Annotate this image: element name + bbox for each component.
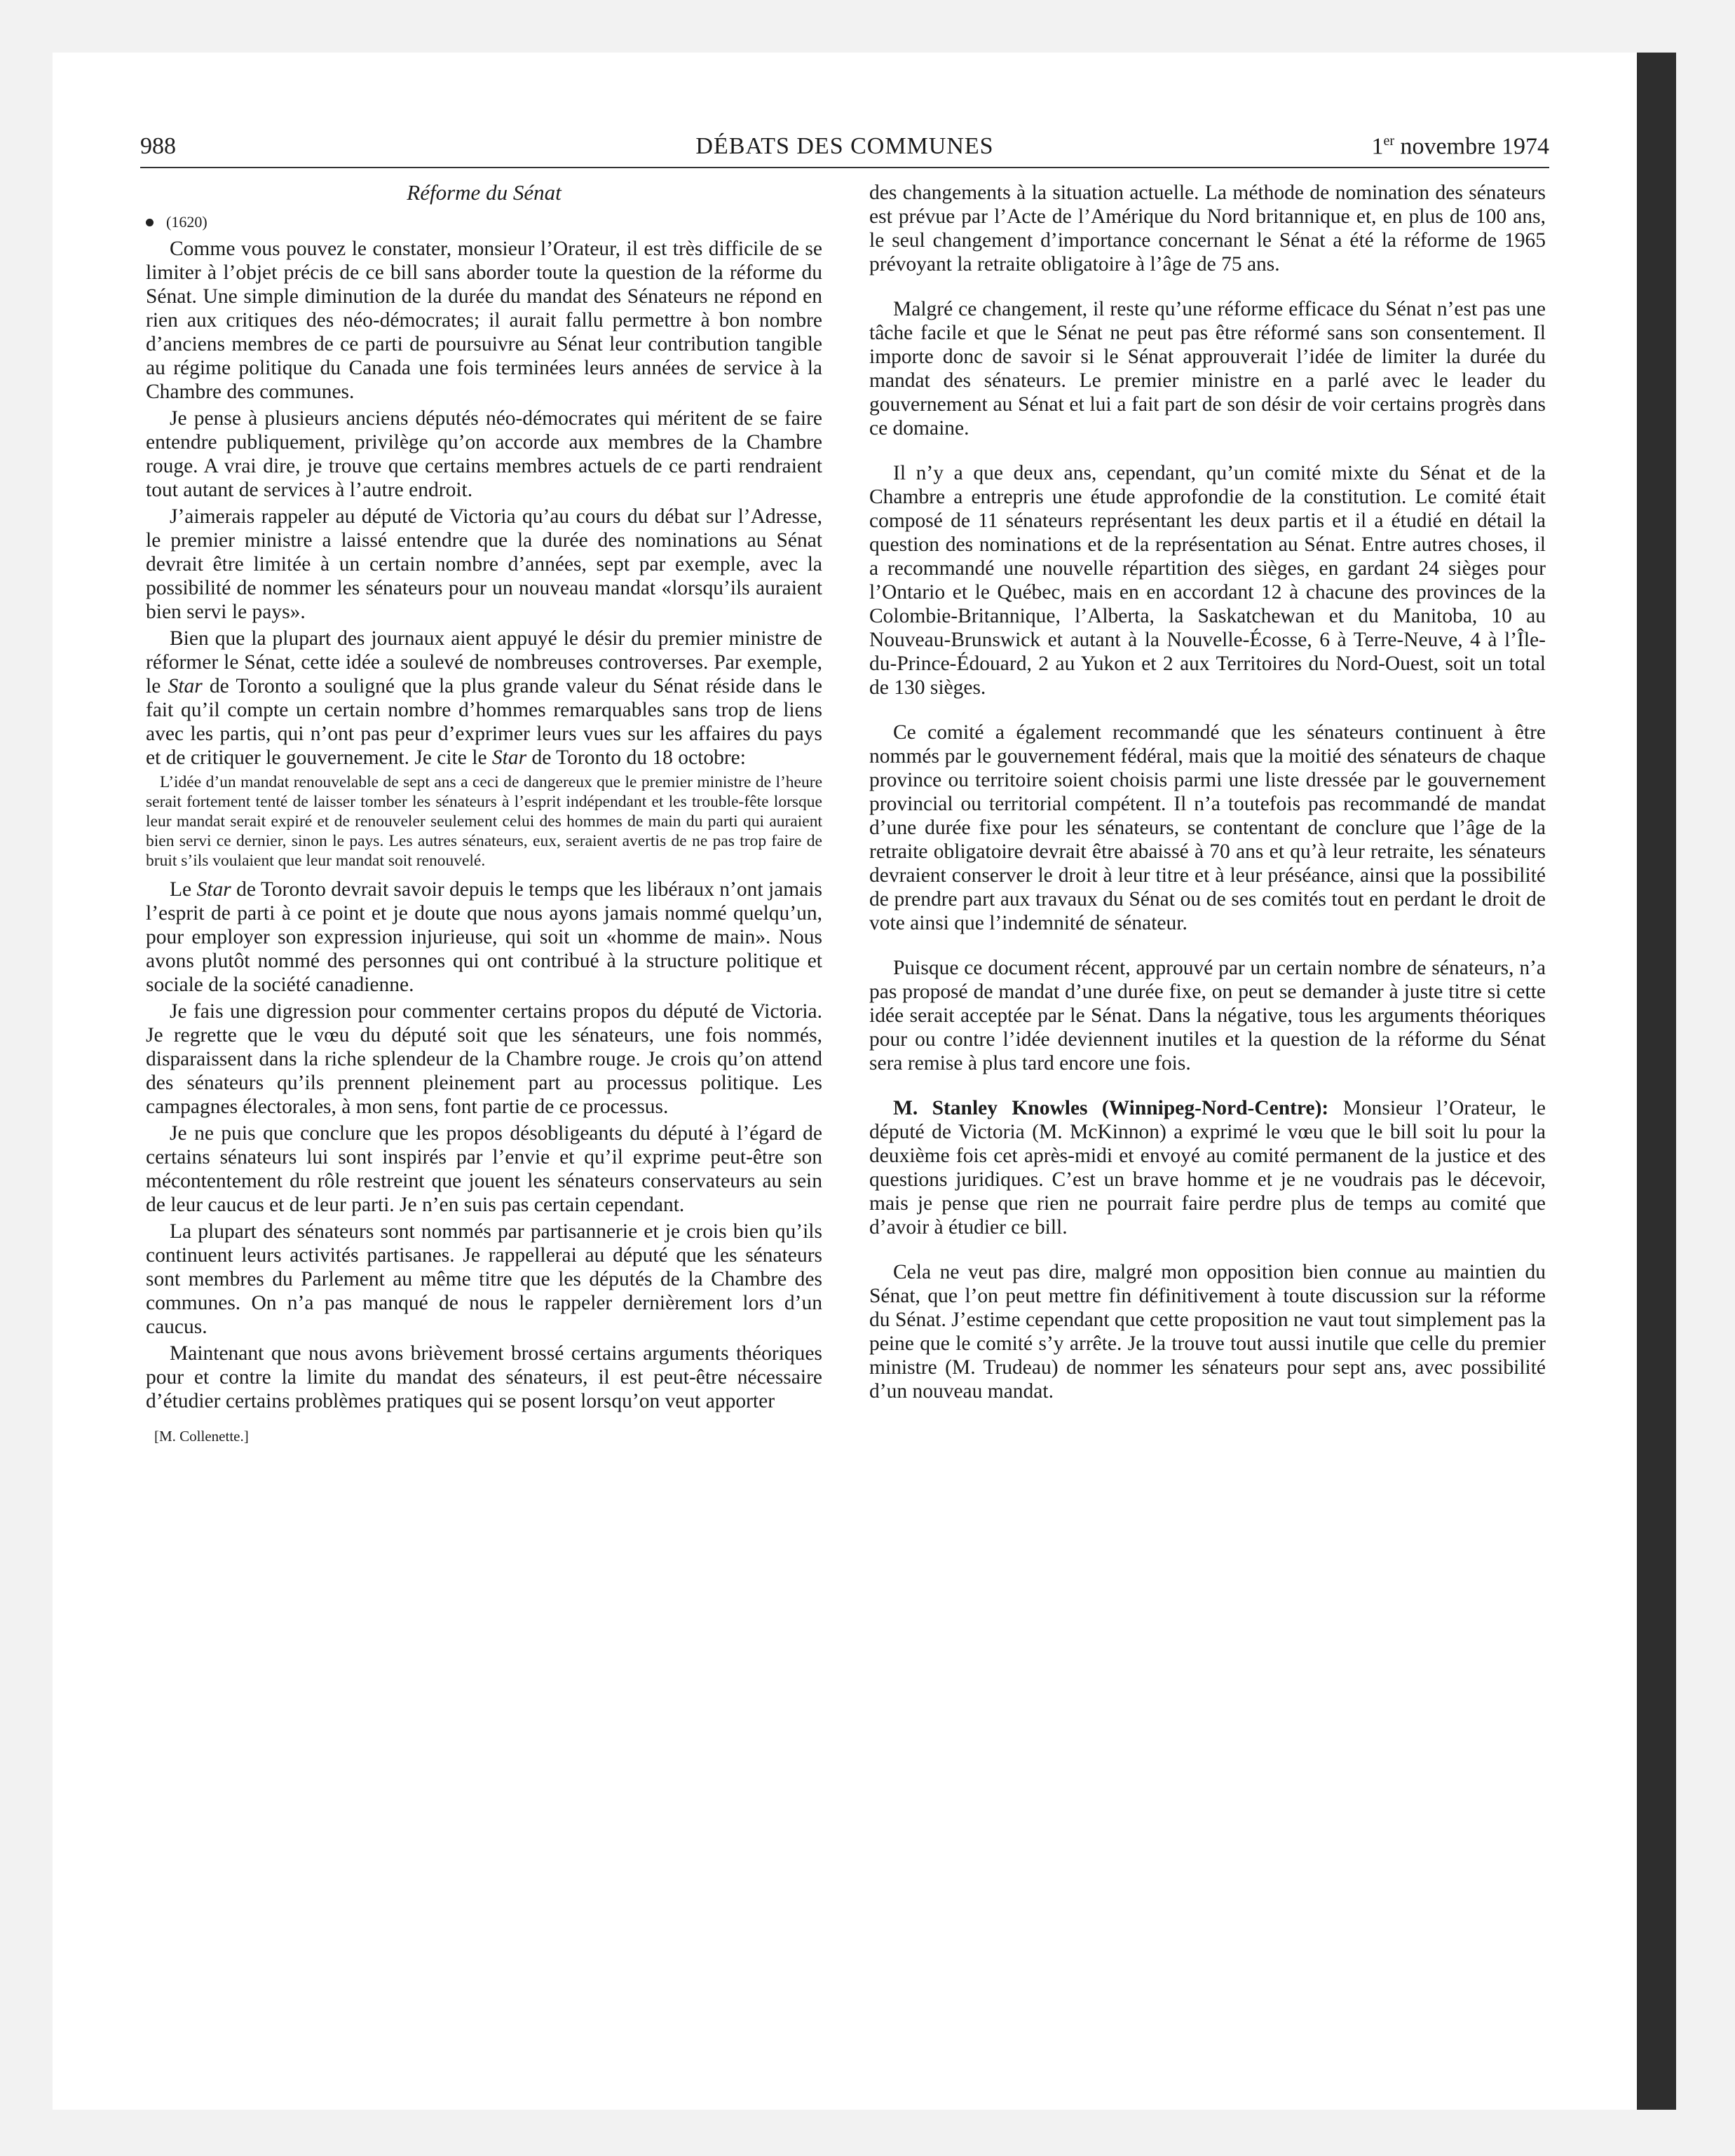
publication-title: DÉBATS DES COMMUNES — [695, 133, 994, 159]
right-column — [869, 181, 1546, 1424]
issue-date: 1er novembre 1974 — [1371, 133, 1549, 160]
page-number: 988 — [140, 133, 176, 159]
block-quote: L’idée d’un mandat renouvelable de sept ans a ceci de dangereux que le premier ministre de l’heure serait fortement tenté de laisser tomber les sénateurs à l’esprit indépendant et les trouble-fête lorsque leur mandat serait expiré et de renouveler seulement celui des hommes de main du parti qui auraient bien servi ce dernier, sinon le pays. Les autres sénateurs, eux, seraient avertis de ne pas trop faire de bruit s’ils voulaient que leur mandat soit renouvelé. — [146, 773, 822, 870]
paragraph: Maintenant que nous avons brièvement brossé certains arguments théoriques pour et contre la limite du mandat des sénateurs, il est peut-être nécessaire d’étudier certains problèmes pratiques qui se posent lorsqu’on veut apporter — [146, 1342, 822, 1412]
paragraph: Le Star de Toronto devrait savoir depuis le temps que les libéraux n’ont jamais l’esprit de parti à ce point et je doute que nous ayons jamais nommé quelqu’un, pour employer son expression injurieuse, qui soit un «homme de main». Nous avons plutôt nommé des personnes qui ont contribué à la structure politique et sociale de la société canadienne. — [146, 878, 822, 996]
paragraph: J’aimerais rappeler au député de Victoria qu’au cours du débat sur l’Adresse, le premier ministre a laissé entendre que la durée des nominations au Sénat devrait être limitée à un certain nombre d’années, sept par exemple, avec la possibilité de nommer les sénateurs pour un nouveau mandat «lorsqu’ils auraient bien servi le pays». — [146, 505, 822, 623]
left-column — [146, 181, 822, 1448]
paragraph: Ce comité a également recommandé que les sénateurs continuent à être nommés par le gouvernement fédéral, mais que la moitié des sénateurs de chaque province ou territoire soient choisis parmi une liste dressée par le gouvernement provincial ou territorial compétent. Il n’a toutefois pas recommandé de mandat d’une durée fixe pour les sénateurs, se contentant de conclure que l’âge de la retraite obligatoire devrait être abaissé à 70 ans et qu’à leur retraite, les sénateurs devraient conserver le droit à leur titre et à leur préséance, ainsi que la possibilité de prendre part aux travaux du Sénat ou de ses comités tout en perdant le droit de vote ainsi que l’indemnité de sénateur. — [869, 721, 1546, 934]
paragraph: Je fais une digression pour commenter certains propos du député de Victoria. Je regrette que le vœu du député soit que les sénateurs, une fois nommés, disparaissent dans la riche splendeur de la Chambre rouge. Je crois qu’on attend des sénateurs qu’ils prennent pleinement part au processus politique. Les campagnes électorales, à mon sens, font partie de ce processus. — [146, 1000, 822, 1118]
section-title: Réforme du Sénat — [407, 180, 562, 205]
paragraph: Je ne puis que conclure que les propos désobligeants du député à l’égard de certains sénateurs lui sont inspirés par l’envie et qu’il exprime peut-être son mécontentement du rôle restreint que jouent les sénateurs conservateurs au sein de leur caucus et de leur parti. Je n’en suis pas certain cependant. — [146, 1122, 822, 1216]
paragraph: Bien que la plupart des journaux aient appuyé le désir du premier ministre de réformer le Sénat, cette idée a soulevé de nombreuses controverses. Par exemple, le Star de Toronto a souligné que la plus grande valeur du Sénat réside dans le fait qu’il compte un certain nombre d’hommes remarquables sans trop de liens avec les partis, qui n’ont pas peur d’exprimer leurs vues sur les affaires du pays et de critiquer le gouvernement. Je cite le Star de Toronto du 18 octobre: — [146, 627, 822, 769]
scan-edge — [1637, 53, 1676, 2110]
timestamp: (1620) — [166, 213, 207, 231]
paragraph: Puisque ce document récent, approuvé par un certain nombre de sénateurs, n’a pas proposé de mandat d’une durée fixe, on peut se demander à juste titre si cette idée serait acceptée par le Sénat. Dans la négative, tous les arguments théoriques pour ou contre l’idée deviennent inutiles et la question de la réforme du Sénat sera remise à plus tard encore une fois. — [869, 957, 1546, 1074]
paragraph-continuation: des changements à la situation actuelle. La méthode de nomination des sénateurs est prévue par l’Acte de l’Amérique du Nord britannique et, en plus de 100 ans, le seul changement d’importance concernant le Sénat a été la réforme de 1965 prévoyant la retraite obligatoire à l’âge de 75 ans. — [869, 182, 1546, 275]
paragraph: Il n’y a que deux ans, cependant, qu’un comité mixte du Sénat et de la Chambre a entrepris une étude approfondie de la constitution. Le comité était composé de 11 sénateurs représentant les deux partis et il a étudié en détail la question des nominations et de la représentation au Sénat. Entre autres choses, il a recommandé une nouvelle répartition des sièges, en gardant 24 sièges pour l’Ontario et le Québec, mais en en accordant 12 à chacune des provinces de la Colombie-Britannique, l’Alberta, la Saskatchewan et du Manitoba, 10 au Nouveau-Brunswick et autant à la Nouvelle-Écosse, 6 à Terre-Neuve, 4 à l’Île-du-Prince-Édouard, 2 au Yukon et 2 aux Territoires du Nord-Ouest, soit un total de 130 sièges. — [869, 462, 1546, 699]
bullet-icon — [146, 219, 154, 226]
paragraph: La plupart des sénateurs sont nommés par partisannerie et je crois bien qu’ils continuent leurs activités partisanes. Je rappellerai au député que les sénateurs sont membres du Parlement au même titre que les députés de la Chambre des communes. On n’a pas manqué de nous le rappeler dernièrement lors d’un caucus. — [146, 1220, 822, 1338]
paragraph: Je pense à plusieurs anciens députés néo-démocrates qui méritent de se faire entendre publiquement, privilège qu’on accorde aux membres de la Chambre rouge. A vrai dire, je trouve que certains membres actuels de ce parti rendraient tout autant de services à l’autre endroit. — [146, 407, 822, 501]
timestamp-marker — [146, 210, 822, 234]
paragraph: Comme vous pouvez le constater, monsieur l’Orateur, il est très difficile de se limiter à l’objet précis de ce bill sans aborder toute la question de la réforme du Sénat. Une simple diminution de la durée du mandat des Sénateurs ne répond en rien aux critiques des néo-démocrates; il aurait fallu permettre à bon nombre d’anciens membres de ce parti de poursuivre au Sénat leur contribution tangible au régime politique du Canada une fois terminées leurs années de service à la Chambre des communes. — [146, 238, 822, 403]
paragraph: Malgré ce changement, il reste qu’une réforme efficace du Sénat n’est pas une tâche facile et que le Sénat ne peut pas être réformé sans son consentement. Il importe donc de savoir si le Sénat approuverait l’idée de limiter la durée du mandat des sénateurs. Le premier ministre en a parlé avec le leader du gouvernement au Sénat et lui a fait part de son désir de voir certains progrès dans ce domaine. — [869, 298, 1546, 439]
speaker-name: M. Stanley Knowles (Winnipeg-Nord-Centre): — [893, 1097, 1329, 1119]
paragraph: Cela ne veut pas dire, malgré mon opposition bien connue au maintien du Sénat, que l’on peut mettre fin définitivement à toute discussion sur la réforme du Sénat. J’estime cependant que cette proposition ne vaut tout simplement pas la peine que le comité s’y arrête. Je la trouve tout aussi inutile que celle du premier ministre (M. Trudeau) de nommer les sénateurs pour sept ans, avec possibilité d’un nouveau mandat. — [869, 1261, 1546, 1403]
running-header — [140, 133, 1549, 168]
speech-paragraph: M. Stanley Knowles (Winnipeg-Nord-Centre): Monsieur l’Orateur, le député de Victoria (M. McKinnon) a exprimé le vœu que le bill soit lu pour la deuxième fois cet après-midi et envoyé au comité permanent de la justice et des questions juridiques. C’est un brave homme et je ne voudrais pas le décevoir, mais je pense que rien ne pourrait faire perdre plus de temps au comité que d’avoir à étudier ce bill. — [869, 1097, 1546, 1239]
speaker-footnote: [M. Collenette.] — [154, 1428, 249, 1445]
